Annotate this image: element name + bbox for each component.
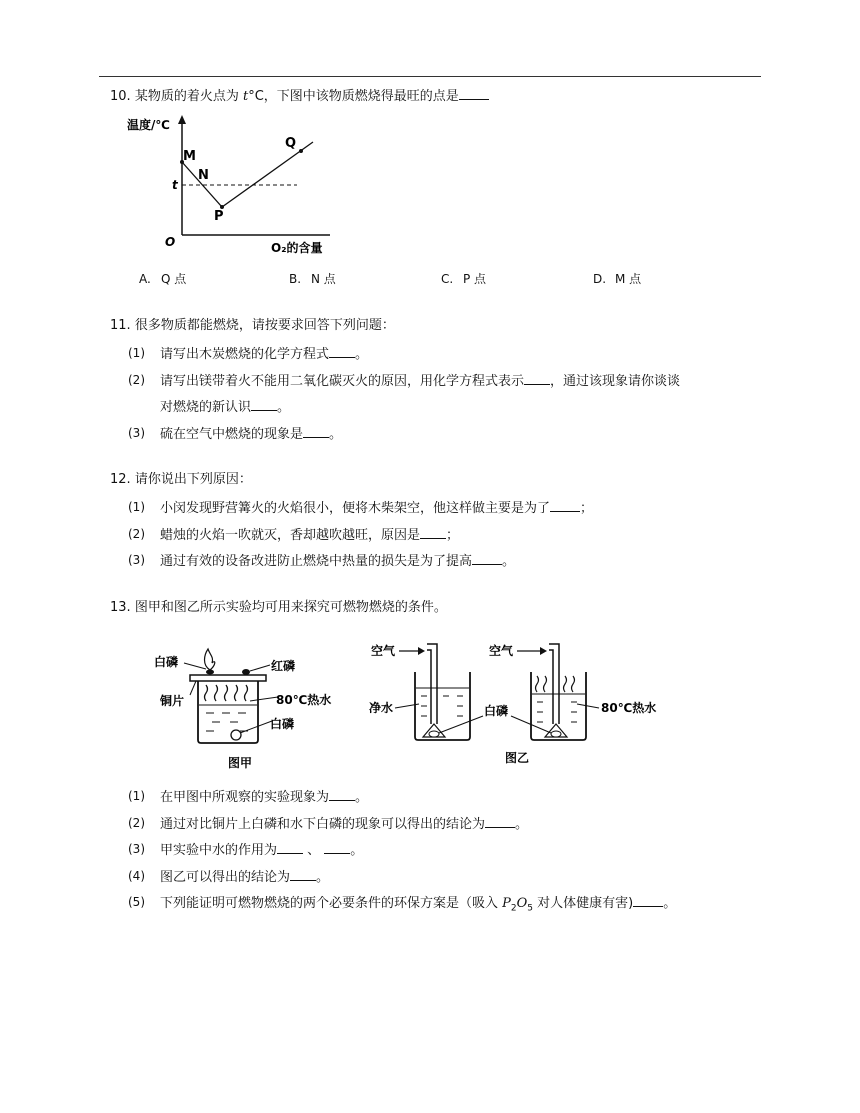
- formula-o: O: [516, 896, 528, 911]
- caption-yi: 图乙: [505, 751, 530, 765]
- answer-blank[interactable]: [303, 424, 329, 438]
- label-air-1: 空气: [371, 644, 396, 658]
- top-rule: [99, 76, 761, 77]
- label-white-p-yi: 白磷: [484, 704, 509, 718]
- label-air-2: 空气: [489, 644, 514, 658]
- label-white-p: 白磷: [154, 655, 179, 669]
- option-b[interactable]: B. N 点: [289, 272, 336, 286]
- formula-p: P: [502, 896, 511, 911]
- question-text: 请你说出下列原因：: [134, 472, 252, 487]
- label-copper: 铜片: [160, 694, 185, 708]
- question-text: °C，下图中该物质燃烧得最旺的点是: [248, 89, 459, 104]
- question-number: 10.: [110, 89, 131, 104]
- point-p-label: P: [214, 209, 224, 224]
- point-n-label: N: [198, 168, 209, 183]
- label-red-p: 红磷: [271, 659, 296, 673]
- question-number: 13.: [110, 600, 131, 615]
- t-label: t: [172, 178, 178, 192]
- label-white-p-2: 白磷: [270, 717, 295, 731]
- y-axis-label: 温度/℃: [127, 118, 170, 132]
- answer-blank[interactable]: [324, 840, 350, 854]
- answer-blank[interactable]: [472, 551, 502, 565]
- question-10: [110, 86, 489, 106]
- option-c[interactable]: C. P 点: [441, 272, 487, 286]
- point-m-label: M: [183, 149, 196, 164]
- figure-jia: [150, 625, 350, 775]
- option-a[interactable]: A. Q 点: [139, 272, 187, 286]
- answer-blank[interactable]: [633, 893, 663, 907]
- label-hot-water-2: 80℃热水: [601, 701, 657, 715]
- question-11: [110, 317, 395, 335]
- caption-jia: 图甲: [228, 756, 253, 770]
- question-number: 11.: [110, 318, 131, 333]
- option-d[interactable]: D. M 点: [593, 272, 642, 286]
- question-text: 图甲和图乙所示实验均可用来探究可燃物燃烧的条件。: [134, 600, 447, 615]
- question-text: 某物质的着火点为: [134, 89, 243, 104]
- answer-blank[interactable]: [524, 371, 550, 385]
- answer-blank[interactable]: [329, 787, 355, 801]
- answer-blank[interactable]: [420, 525, 446, 539]
- t-symbol: t: [242, 89, 249, 104]
- answer-blank[interactable]: [485, 814, 515, 828]
- answer-blank[interactable]: [459, 86, 489, 100]
- origin-label: O: [165, 235, 176, 249]
- answer-blank[interactable]: [550, 498, 580, 512]
- answer-blank[interactable]: [290, 867, 316, 881]
- question-13: [110, 599, 447, 617]
- answer-blank[interactable]: [277, 840, 303, 854]
- question-text: 很多物质都能燃烧，请按要求回答下列问题：: [134, 318, 395, 333]
- question-number: 12.: [110, 472, 131, 487]
- point-q-label: Q: [285, 136, 297, 151]
- answer-blank[interactable]: [329, 344, 355, 358]
- label-hot-water: 80℃热水: [276, 693, 332, 707]
- question-12: [110, 471, 252, 489]
- label-pure-water: 净水: [369, 701, 394, 715]
- answer-blank[interactable]: [251, 397, 277, 411]
- temperature-o2-graph: [125, 110, 345, 260]
- figure-yi: [365, 632, 685, 772]
- x-axis-label: O₂的含量: [271, 241, 323, 255]
